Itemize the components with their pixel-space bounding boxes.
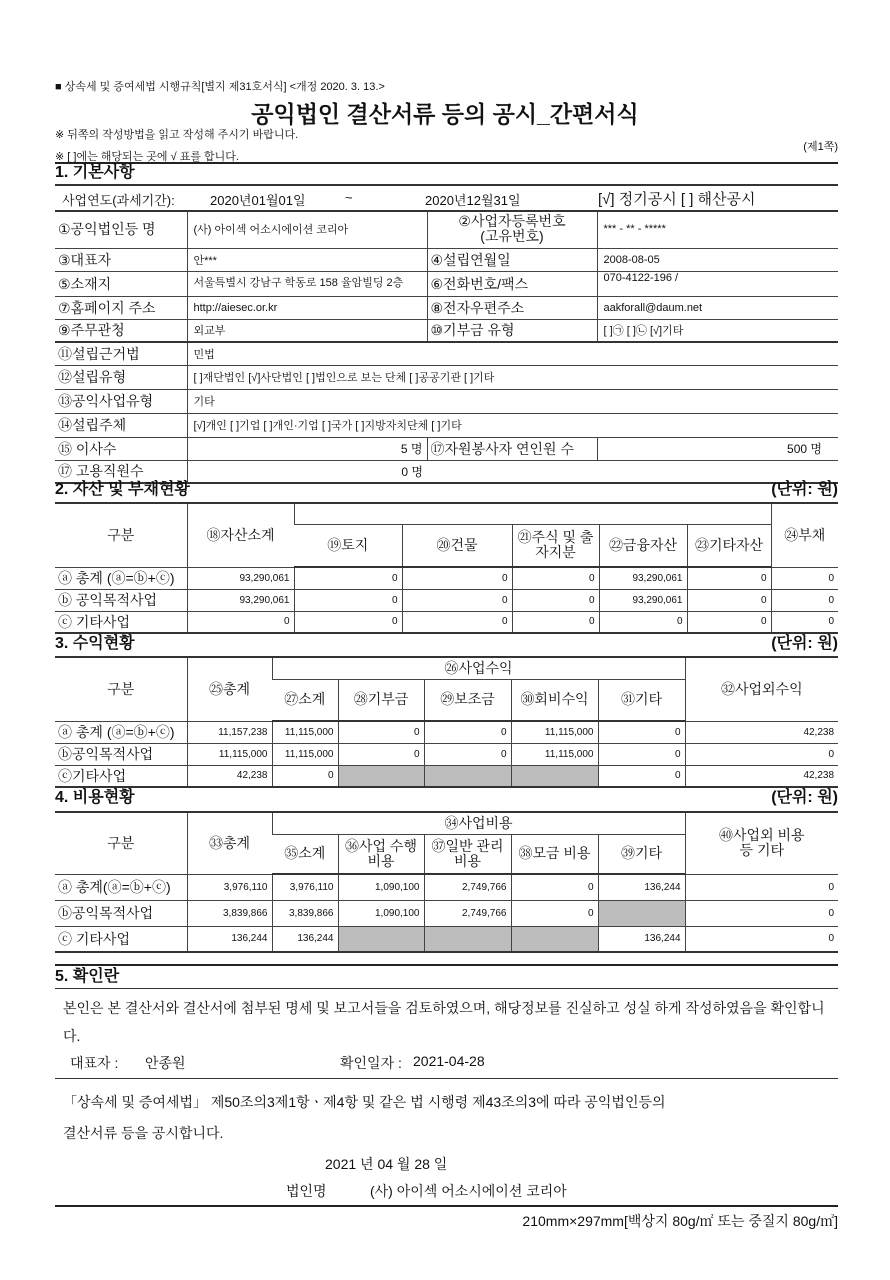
row-label: ⓐ 총계 (ⓐ=ⓑ+ⓒ) [55, 721, 187, 743]
row-label: ⓒ기타사업 [55, 765, 187, 787]
column-header: ㉙보조금 [424, 679, 511, 721]
rep-name: 안종원 [145, 1055, 186, 1071]
label-employees: ⑰ 고용직원수 [55, 460, 187, 483]
value-cell: 3,839,866 [187, 900, 272, 926]
table-row [55, 721, 838, 743]
disclosure-type: [√] 정기공시 [ ] 해산공시 [598, 191, 756, 208]
table-row [55, 567, 838, 589]
header-total: ㉝총계 [187, 812, 272, 874]
column-header: ㉛기타 [598, 679, 685, 721]
label-basis-law: ⑪설립근거법 [55, 342, 187, 365]
value-cell: 3,976,110 [187, 874, 272, 900]
expense-table [55, 811, 838, 953]
confirmation-statement: 본인은 본 결산서와 결산서에 첨부된 명세 및 보고서들을 검토하였으며, 해당정보를 진실하고 성실 하게 작성하였음을 확인합니다. [63, 1000, 825, 1044]
shaded-cell [511, 926, 598, 952]
value-cell: 0 [512, 611, 599, 633]
value-cell: 93,290,061 [187, 589, 294, 611]
confirm-date: 2021-04-28 [413, 1053, 485, 1069]
regulation-note: ■ 상속세 및 증여세법 시행규칙[별지 제31호서식] <개정 2020. 3. 13.> [55, 81, 385, 93]
column-header: ㉑주식 및 출자지분 [512, 524, 599, 567]
row-label: ⓐ 총계(ⓐ=ⓑ+ⓒ) [55, 874, 187, 900]
column-header: ㊳모금 비용 [511, 834, 598, 874]
legal-text-1: 「상속세 및 증여세법」 제50조의3제1항ㆍ제4항 및 같은 법 시행령 제43조의3에 따라 공익법인등의 [63, 1094, 666, 1110]
establish-type: [ ]재단법인 [√]사단법인 [ ]법인으로 보는 단체 [ ]공공기관 [ ]기타 [187, 365, 838, 389]
column-header: ⑳건물 [402, 524, 512, 567]
shaded-cell [338, 926, 424, 952]
period-end: 2020년12월31일 [425, 193, 521, 208]
value-cell: 0 [338, 743, 424, 765]
value-cell: 0 [685, 743, 838, 765]
row-label: ⓑ공익목적사업 [55, 900, 187, 926]
value-cell: 0 [511, 874, 598, 900]
donation-type: [ ]㉠ [ ]㉡ [√]기타 [597, 319, 838, 342]
value-cell: 136,244 [187, 926, 272, 952]
label-authority: ⑨주무관청 [55, 319, 187, 342]
value-cell: 2,749,766 [424, 900, 511, 926]
value-cell: 0 [771, 567, 838, 589]
value-cell: 93,290,061 [187, 567, 294, 589]
unit-label: (단위: 원) [771, 789, 838, 806]
header-non-business-expense: ㊵사업외 비용 등 기타 [685, 812, 838, 874]
page-number: (제1쪽) [803, 141, 838, 153]
value-cell: 0 [294, 589, 402, 611]
section-2-title: 2. 자산 및 부채현황 [55, 481, 190, 498]
value-cell: 3,839,866 [272, 900, 338, 926]
page-title: 공익법인 결산서류 등의 공시_간편서식 [251, 101, 639, 127]
column-header: ㊴기타 [598, 834, 685, 874]
column-header: ㉓기타자산 [687, 524, 771, 567]
confirm-date-label: 확인일자 : [340, 1055, 402, 1071]
value-cell: 0 [272, 765, 338, 787]
header-category: 구분 [55, 812, 187, 874]
label-corp-name: ①공익법인등 명 [55, 211, 187, 248]
table-row [55, 589, 838, 611]
value-cell: 1,090,100 [338, 874, 424, 900]
label-volunteers: ⑰자원봉사자 연인원 수 [427, 437, 597, 460]
value-cell: 42,238 [187, 765, 272, 787]
value-cell: 136,244 [598, 874, 685, 900]
value-cell: 136,244 [598, 926, 685, 952]
value-cell: 42,238 [685, 765, 838, 787]
label-email: ⑧전자우편주소 [427, 296, 597, 319]
section-4-title: 4. 비용현황 [55, 789, 135, 806]
value-cell: 11,115,000 [272, 743, 338, 765]
section-5-title: 5. 확인란 [55, 968, 120, 985]
value-cell: 0 [599, 611, 687, 633]
value-cell: 0 [402, 611, 512, 633]
shaded-cell [338, 765, 424, 787]
value-cell: 11,115,000 [511, 743, 598, 765]
label-directors: ⑮ 이사수 [55, 437, 187, 460]
unit-label: (단위: 원) [771, 635, 838, 652]
legal-text-2: 결산서류 등을 공시합니다. [63, 1125, 224, 1141]
authority: 외교부 [187, 319, 427, 342]
value-cell: 2,749,766 [424, 874, 511, 900]
unit-label: (단위: 원) [771, 481, 838, 498]
value-cell: 0 [294, 611, 402, 633]
column-header: ㉗소계 [272, 679, 338, 721]
value-cell: 3,976,110 [272, 874, 338, 900]
paper-spec: 210mm×297mm[백상지 80g/㎡ 또는 중질지 80g/㎡] [522, 1213, 838, 1229]
value-cell: 1,090,100 [338, 900, 424, 926]
revenue-table [55, 656, 838, 788]
value-cell: 42,238 [685, 721, 838, 743]
row-label: ⓐ 총계 (ⓐ=ⓑ+ⓒ) [55, 567, 187, 589]
value-cell: 0 [294, 567, 402, 589]
phone-fax: 070-4122-196 / [597, 271, 838, 296]
header-non-business-revenue: ㉜사업외수익 [685, 657, 838, 721]
rep-label: 대표자 : [70, 1055, 119, 1071]
period-tilde: ~ [345, 190, 353, 205]
value-cell: 0 [685, 926, 838, 952]
label-founded: ④설립연월일 [427, 248, 597, 271]
founded-date: 2008-08-05 [597, 248, 838, 271]
section-1-title: 1. 기본사항 [55, 164, 135, 181]
value-cell: 0 [424, 721, 511, 743]
value-cell: 11,115,000 [272, 721, 338, 743]
row-label: ⓒ 기타사업 [55, 926, 187, 952]
table-row [55, 743, 838, 765]
value-cell: 0 [771, 611, 838, 633]
biz-number: *** - ** - ***** [597, 211, 838, 248]
shaded-cell [424, 926, 511, 952]
value-cell: 0 [338, 721, 424, 743]
table-row [55, 765, 838, 787]
value-cell: 11,115,000 [187, 743, 272, 765]
label-biz-number: ②사업자등록번호 (고유번호) [427, 211, 597, 248]
value-cell: 0 [685, 900, 838, 926]
period-label: 사업연도(과세기간): [62, 193, 175, 208]
assets-table [55, 502, 838, 634]
email: aakforall@daum.net [597, 296, 838, 319]
label-donation-type: ⑩기부금 유형 [427, 319, 597, 342]
table-row [55, 611, 838, 633]
value-cell: 0 [685, 874, 838, 900]
value-cell: 0 [424, 743, 511, 765]
founder: [√]개인 [ ]기업 [ ]개인·기업 [ ]국가 [ ]지방자치단체 [ ]기타 [187, 413, 838, 437]
value-cell: 0 [402, 567, 512, 589]
employees-count: 0 명 [187, 460, 427, 483]
row-label: ⓑ공익목적사업 [55, 743, 187, 765]
header-business-expense: ㉞사업비용 [272, 812, 685, 834]
header-category: 구분 [55, 657, 187, 721]
label-address: ⑤소재지 [55, 271, 187, 296]
address: 서울특별시 강남구 학동로 158 율암빌딩 2층 [187, 271, 427, 296]
label-homepage: ⑦홈페이지 주소 [55, 296, 187, 319]
corp-name-sign: (사) 아이섹 어소시에이션 코리아 [370, 1183, 567, 1199]
label-founder: ⑭설립주체 [55, 413, 187, 437]
corp-label: 법인명 [286, 1183, 327, 1199]
value-cell: 136,244 [272, 926, 338, 952]
shaded-cell [598, 900, 685, 926]
header-debt: ㉔부채 [771, 503, 838, 567]
value-cell: 0 [771, 589, 838, 611]
value-cell: 0 [598, 721, 685, 743]
value-cell: 93,290,061 [599, 589, 687, 611]
column-header: ㉟소계 [272, 834, 338, 874]
note-2: ※ [ ]에는 해당되는 곳에 √ 표를 합니다. [55, 151, 239, 163]
value-cell: 0 [687, 589, 771, 611]
volunteers-count: 500 명 [597, 437, 838, 460]
business-type: 기타 [187, 389, 838, 413]
corp-name: (사) 아이섹 어소시에이션 코리아 [187, 211, 427, 248]
header-total: ㉕총계 [187, 657, 272, 721]
value-cell: 0 [512, 589, 599, 611]
note-1: ※ 뒤쪽의 작성방법을 읽고 작성해 주시기 바랍니다. [55, 129, 299, 141]
representative: 안*** [187, 248, 427, 271]
header-asset-total: ⑱자산소계 [187, 503, 294, 567]
shaded-cell [424, 765, 511, 787]
row-label: ⓑ 공익목적사업 [55, 589, 187, 611]
value-cell: 0 [512, 567, 599, 589]
value-cell: 11,115,000 [511, 721, 598, 743]
label-phone: ⑥전화번호/팩스 [427, 271, 597, 296]
directors-count: 5 명 [187, 437, 427, 460]
basic-info-table [55, 211, 838, 484]
column-header: ⑲토지 [294, 524, 402, 567]
table-row [55, 926, 838, 952]
header-category: 구분 [55, 503, 187, 567]
table-row [55, 874, 838, 900]
value-cell: 0 [511, 900, 598, 926]
sign-date: 2021 년 04 월 28 일 [325, 1156, 448, 1172]
value-cell: 0 [187, 611, 294, 633]
homepage: http://aiesec.or.kr [187, 296, 427, 319]
column-header: ㉘기부금 [338, 679, 424, 721]
value-cell: 0 [402, 589, 512, 611]
value-cell: 93,290,061 [599, 567, 687, 589]
column-header: ㉒금융자산 [599, 524, 687, 567]
basis-law: 민법 [187, 342, 838, 365]
column-header: ㊱사업 수행비용 [338, 834, 424, 874]
value-cell: 0 [687, 611, 771, 633]
table-row [55, 900, 838, 926]
shaded-cell [511, 765, 598, 787]
column-header: ㉚회비수익 [511, 679, 598, 721]
section-3-title: 3. 수익현황 [55, 635, 135, 652]
value-cell: 0 [687, 567, 771, 589]
header-business-revenue: ㉖사업수익 [272, 657, 685, 679]
column-header: ㊲일반 관리비용 [424, 834, 511, 874]
row-label: ⓒ 기타사업 [55, 611, 187, 633]
value-cell: 11,157,238 [187, 721, 272, 743]
label-establish-type: ⑫설립유형 [55, 365, 187, 389]
label-business-type: ⑬공익사업유형 [55, 389, 187, 413]
value-cell: 0 [598, 765, 685, 787]
value-cell: 0 [598, 743, 685, 765]
label-representative: ③대표자 [55, 248, 187, 271]
period-start: 2020년01월01일 [210, 193, 306, 208]
